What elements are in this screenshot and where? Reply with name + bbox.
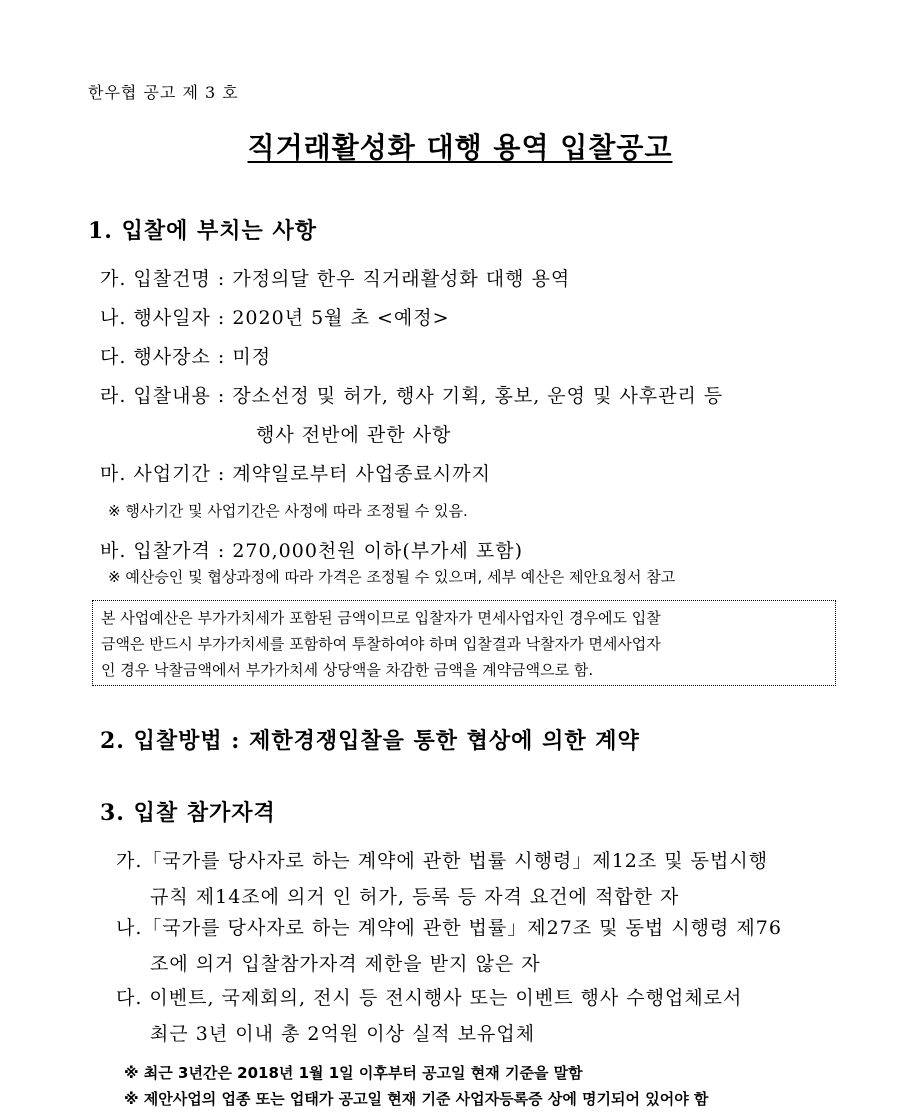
qualification-item-3: 다. 이벤트, 국제회의, 전시 등 전시행사 또는 이벤트 행사 수행업체로서 [116,987,743,1009]
qualification-item-3-cont: 최근 3년 이내 총 2억원 이상 실적 보유업체 [150,1023,536,1045]
item-value: : 270,000천원 이하(부가세 포함) [217,540,524,562]
note-period: ※ 행사기간 및 사업기간은 사정에 따라 조정될 수 있음. [108,502,468,520]
qualification-item-2: 나.「국가를 당사자로 하는 계약에 관한 법률」제27조 및 동법 시행령 제76 [116,917,782,939]
item-label: 라. 입찰내용 [100,385,211,407]
qualification-item-1-cont: 규칙 제14조에 의거 인 허가, 등록 등 자격 요건에 적합한 자 [150,886,680,908]
item-bid-name [100,264,570,291]
note-three-years: ※ 최근 3년간은 2018년 1월 1일 이후부터 공고일 현재 기준을 말함 [124,1064,583,1082]
item-bid-content [100,381,723,408]
item-event-date [100,303,450,330]
note-business-registration: ※ 제안사업의 업종 또는 업태가 공고일 현재 기준 사업자등록증 상에 명기되어 있어야 함 [124,1090,709,1108]
vat-notice-box [92,600,836,686]
vat-notice-line: 금액은 반드시 부가가치세를 포함하여 투찰하여야 하며 입찰결과 낙찰자가 면세사업자 [101,635,661,653]
item-label: 바. 입찰가격 [100,540,211,562]
item-bid-content-cont: 행사 전반에 관한 사항 [256,424,452,446]
item-project-period [100,459,491,486]
section3-heading: 3. 입찰 참가자격 [100,800,276,826]
item-label: 다. 행사장소 [100,346,211,368]
item-value: : 장소선정 및 허가, 행사 기획, 홍보, 운영 및 사후관리 등 [217,385,724,407]
note-price: ※ 예산승인 및 협상과정에 따라 가격은 조정될 수 있으며, 세부 예산은 제안요청서 참고 [108,568,676,586]
section1-heading: 1. 입찰에 부치는 사항 [88,218,317,244]
vat-notice-line: 본 사업예산은 부가가치세가 포함된 금액이므로 입찰자가 면세사업자인 경우에도 입찰 [101,609,661,627]
item-value: : 미정 [217,346,272,368]
qualification-item-2-cont: 조에 의거 입찰참가자격 제한을 받지 않은 자 [150,953,541,975]
item-event-place [100,342,271,369]
item-value: : 가정의달 한우 직거래활성화 대행 용역 [217,268,571,290]
qualification-item-1: 가.「국가를 당사자로 하는 계약에 관한 법률 시행령」제12조 및 동법시행 [116,850,769,872]
section2-heading: 2. 입찰방법 : 제한경쟁입찰을 통한 협상에 의한 계약 [100,728,640,754]
document-title: 직거래활성화 대행 용역 입찰공고 [247,131,673,164]
vat-notice-line: 인 경우 낙찰금액에서 부가가치세 상당액을 차감한 금액을 계약금액으로 함. [101,661,594,679]
item-bid-price [100,536,523,563]
item-label: 나. 행사일자 [100,307,211,329]
item-label: 마. 사업기간 [100,463,211,485]
notice-number: 한우협 공고 제 3 호 [88,83,239,102]
item-value: : 계약일로부터 사업종료시까지 [217,463,491,485]
item-label: 가. 입찰건명 [100,268,211,290]
item-value: : 2020년 5월 초 <예정> [217,307,450,329]
